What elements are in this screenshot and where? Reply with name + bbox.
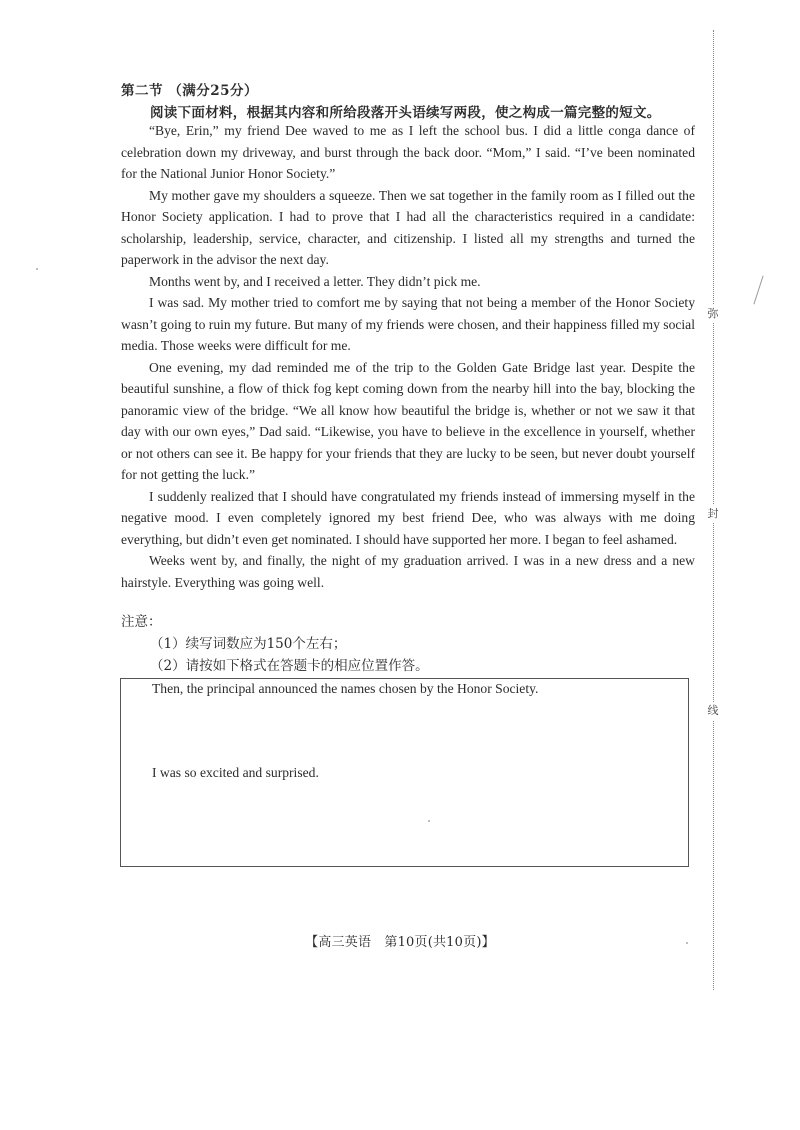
speck-mark <box>428 820 430 822</box>
section-title: 第二节 （满分25分） <box>121 83 258 99</box>
notes-label: 注意： <box>121 614 162 630</box>
passage-paragraph: I suddenly realized that I should have congratulated my friends instead of immersing myself in the negative mood. I even completely ignored my best friend Dee, who was always with me doing everything, but didn’t even get nominated. I should have supported her more. I began to feel ashamed. <box>121 488 695 547</box>
note-item: （1）续写词数应为150个左右； <box>150 636 347 652</box>
page-footer: 【高三英语 第10页(共10页)】 <box>305 935 495 950</box>
paragraph-opening-1: Then, the principal announced the names chosen by the Honor Society. <box>152 681 539 696</box>
task-instruction: 阅读下面材料，根据其内容和所给段落开头语续写两段，使之构成一篇完整的短文。 <box>150 105 661 121</box>
note-item: （2）请按如下格式在答题卡的相应位置作答。 <box>150 658 429 674</box>
binding-label: 封 <box>704 505 722 523</box>
passage-paragraph: “Bye, Erin,” my friend Dee waved to me as I left the school bus. I did a little conga dance of celebration down my driveway, and burst through the back door. “Mom,” I said. “I’ve been nominated for the National Junior Honor Society.” <box>121 123 695 181</box>
passage-paragraph: Weeks went by, and finally, the night of my graduation arrived. I was in a new dress and a new hairstyle. Everything was going well. <box>121 553 695 590</box>
binding-label: 弥 <box>704 305 722 323</box>
paragraph-opening-2: I was so excited and surprised. <box>152 765 319 780</box>
passage-paragraph: My mother gave my shoulders a squeeze. Then we sat together in the family room as I filled out the Honor Society application. I had to prove that I had all the characteristics required in a candidate: scholarship, leadership, service, character, and citizenship. I listed all my strengths and turned the paperwork in the advisor the next day. <box>121 187 695 267</box>
binding-label: 线 <box>704 702 722 720</box>
reading-passage <box>121 120 695 593</box>
passage-paragraph: Months went by, and I received a letter. They didn’t pick me. <box>149 273 481 289</box>
pen-stroke-mark <box>753 276 763 305</box>
passage-paragraph: One evening, my dad reminded me of the trip to the Golden Gate Bridge last year. Despite the beautiful sunshine, a flow of thick fog kept coming down from the nearby hill into the bay, blocking the panoramic view of the bridge. “We all know how beautiful the bridge is, whether or not we saw it that day with our own eyes,” Dad said. “Likewise, you have to believe in the excellence in yourself, whether or not others can see it. Be happy for your friends that they are lucky to be seen, but never doubt yourself for not getting the luck.” <box>121 359 695 482</box>
speck-mark <box>36 268 38 270</box>
speck-mark <box>686 942 688 944</box>
passage-paragraph: I was sad. My mother tried to comfort me by saying that not being a member of the Honor Society wasn’t going to ruin my future. But many of my friends were chosen, and their happiness filled my social media. Those weeks were difficult for me. <box>121 295 695 353</box>
answer-box[interactable] <box>120 678 689 867</box>
